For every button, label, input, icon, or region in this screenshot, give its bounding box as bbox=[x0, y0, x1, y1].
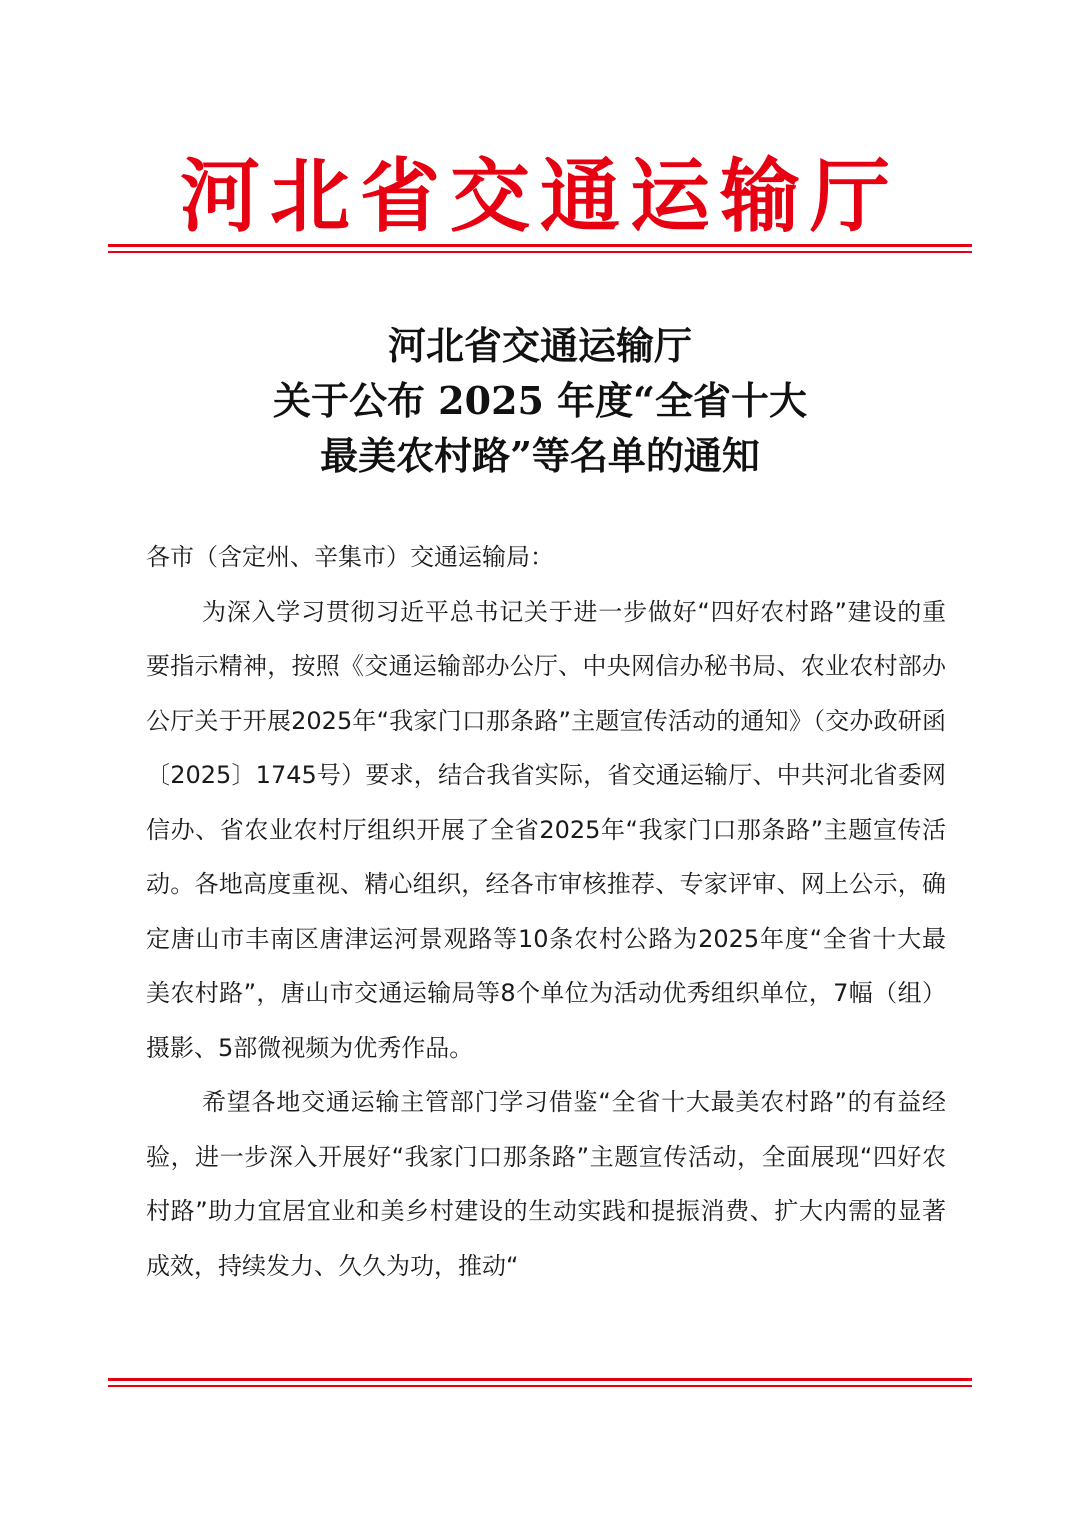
title-line-2: 关于公布 2025 年度“全省十大 bbox=[272, 378, 808, 423]
masthead-org-name: 河北省交通运输厅 bbox=[180, 149, 900, 243]
body-paragraph-2: 希望各地交通运输主管部门学习借鉴“全省十大最美农村路”的有益经验，进一步深入开展好“我家门口那条路”主题宣传活动，全面展现“四好农村路”助力宜居宜业和美乡村建设的生动实践和提振消费、扩大内需的显著成效，持续发力、久久为功，推动“ bbox=[146, 1088, 946, 1280]
title-line-1: 河北省交通运输厅 bbox=[387, 323, 692, 368]
salutation: 各市（含定州、辛集市）交通运输局： bbox=[146, 543, 554, 571]
footer-divider-thin bbox=[108, 1385, 972, 1387]
body-paragraph-1: 为深入学习贯彻习近平总书记关于进一步做好“四好农村路”建设的重要指示精神，按照《交通运输部办公厅、中央网信办秘书局、农业农村部办公厅关于开展2025年“我家门口那条路”主题宣传活动的通知》（交办政研函〔2025〕1745号）要求，结合我省实际，省交通运输厅、中共河北省委网信办、省农业农村厅组织开展了全省2025年“我家门口那条路”主题宣传活动。各地高度重视、精心组织，经各市审核推荐、专家评审、网上公示，确定唐山市丰南区唐津运河景观路等10条农村公路为2025年度“全省十大最美农村路”，唐山市交通运输局等8个单位为活动优秀组织单位，7幅（组）摄影、5部微视频为优秀作品。 bbox=[146, 597, 946, 1062]
footer-divider-thick bbox=[108, 1378, 972, 1381]
title-line-3: 最美农村路”等名单的通知 bbox=[320, 433, 760, 478]
masthead-divider-thick bbox=[108, 244, 972, 247]
masthead-divider-thin bbox=[108, 251, 972, 253]
document-title bbox=[0, 318, 1080, 483]
document-body bbox=[146, 530, 946, 1293]
